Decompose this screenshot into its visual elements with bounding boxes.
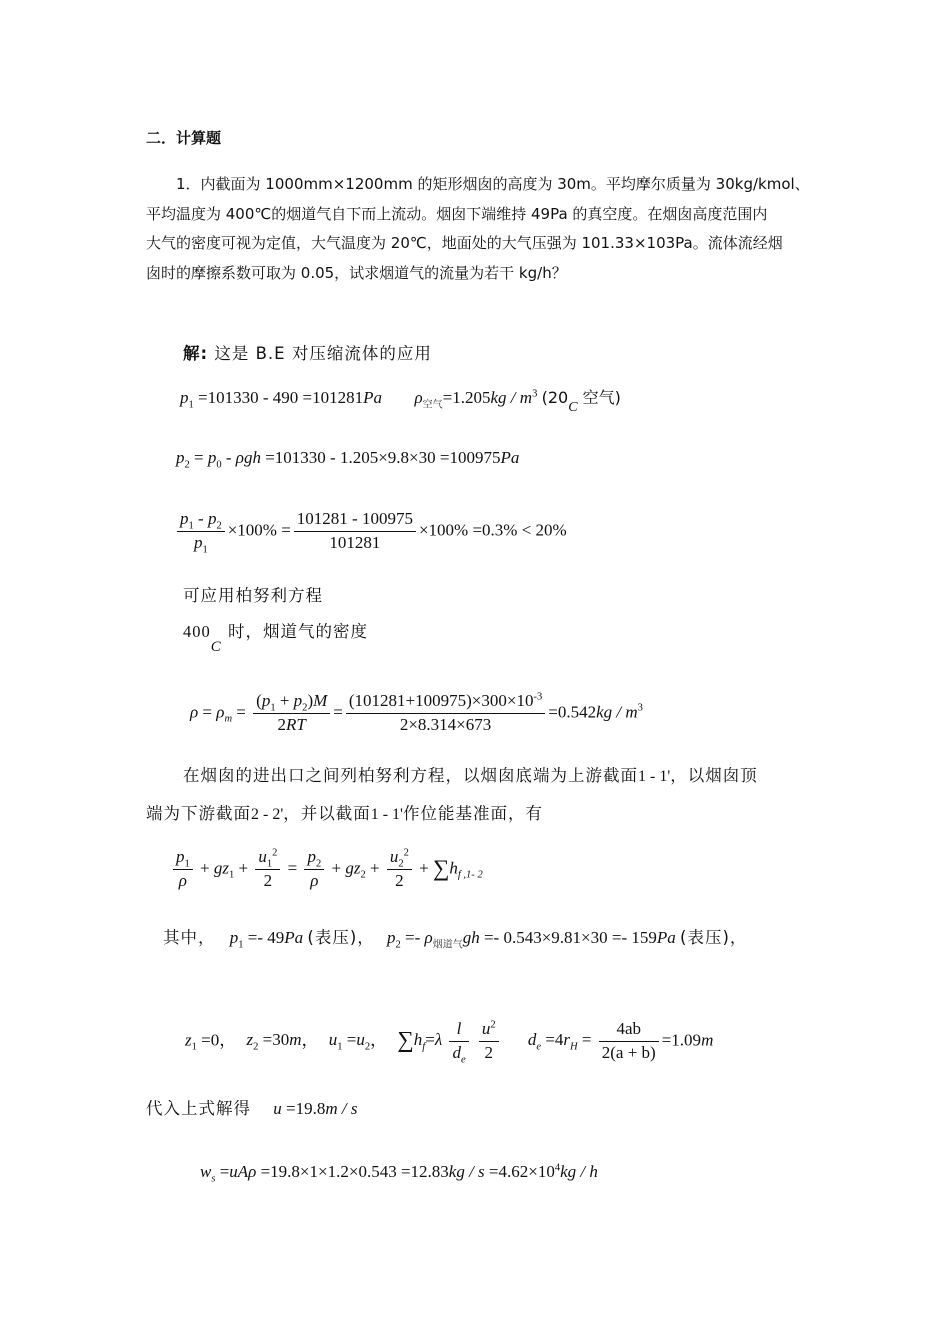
ratio-times: ×100% = <box>227 520 291 540</box>
eq1-rho-unit: kg / m <box>490 388 533 407</box>
ratio-rhs-den: 101281 <box>329 532 381 552</box>
problem-line-3: 大气的密度可视为定值，大气温度为 20℃，地面处的大气压强为 101.33×103Pa。流体流经烟 <box>146 234 783 252</box>
eq2-unit: Pa <box>500 448 520 467</box>
equation-ratio <box>174 508 567 555</box>
flue-gas-density-line: $400_C$ 时，烟道气的密度 <box>183 622 369 656</box>
ratio-lhs-fraction: $\frac{p_1 - p_2}{p_1}$ <box>177 508 225 555</box>
bernoulli-setup-line-2: 端为下游截面2 - 2'，并以截面1 - 1'作位能基准面，有 <box>146 804 543 823</box>
where-line: 其中， $p_1 =- 49Pa$ (表压)， $p_2 =- \rho_{烟道气}gh =- 0.543\times 9.81\times 30 =- 159Pa$ (表压)， <box>163 928 748 951</box>
section-heading: 二．计算题 <box>146 129 222 147</box>
eq1-unit: Pa <box>363 388 382 407</box>
problem-line-4: 囱时的摩擦系数可取为 0.05，试求烟道气的流量为若干 kg/h？ <box>146 263 567 282</box>
ratio-rhs-num: 101281 - 100975 <box>294 508 416 532</box>
where-label: 其中， <box>163 928 216 947</box>
eq1-rho-value: =1.205 <box>442 388 491 407</box>
bernoulli-setup-line-1: 在烟囱的进出口之间列柏努利方程，以烟囱底端为上游截面1 - 1'，以烟囱顶 <box>183 766 758 785</box>
density-fraction-2: $\frac{(101281+100975)\times 300\times 10^{-3}}{2\times 8.314\times 673}$ <box>346 690 545 737</box>
equation-p2: $p_2 = p_0 - \rho gh =101330 - 1.205\times 9.8\times 30 =100975Pa$ <box>176 448 520 471</box>
density-fraction-1: $\frac{(p_1 + p_2)M}{2RT}$ <box>253 690 330 737</box>
equation-p1: $p_1 =101330 - 490 =101281Pa$ $\rho_{空气}=1.205kg / m^3$ ($20_C$ 空气) <box>180 388 621 416</box>
eq1-note: ($20_C$ 空气) <box>541 388 621 416</box>
eq1-p1-value: =101330 - 490 =101281 <box>198 388 364 407</box>
equation-bernoulli: $\frac{p_1}{\rho}$ + $gz_1$ + $\frac{u_1^2}{2}$ = $\frac{p_2}{\rho}$ + $gz_2$ + $\frac{u_2^2}{2}$ + $\sum h_{f ,1- 2}$ <box>170 846 483 893</box>
ratio-rhs-fraction <box>294 508 416 555</box>
ratio-result: ×100% =0.3% < 20% <box>418 520 567 540</box>
problem-line-1: 1．内截面为 1000mm×1200mm 的矩形烟囱的高度为 30m。平均摩尔质量为 30kg/kmol、 <box>176 175 810 193</box>
velocity-result: 代入上式解得 u =19.8m / s <box>146 1099 358 1118</box>
eq1-rho-sub: 空气 <box>422 399 443 411</box>
problem-line-2: 平均温度为 400℃的烟道气自下而上流动。烟囱下端维持 49Pa 的真空度。在烟囱高度范围内 <box>146 204 768 223</box>
apply-bernoulli: 可应用柏努利方程 <box>183 586 323 605</box>
solution-intro <box>183 340 432 364</box>
equation-conditions: $z_1 =0$， $z_2 =30m$， $u_1 =u_2$， $\sum h_f=\lambda$ $\frac{l}{d_e}$ $\frac{u^2}{2}$ $d_e =4r_H$ = $\frac{4ab}{2(a + b)}$ =1.09m <box>185 1019 714 1066</box>
solution-label: 解: <box>183 344 209 363</box>
solution-intro-text: 这是 B.E 对压缩流体的应用 <box>214 344 432 363</box>
problem-statement <box>146 170 816 288</box>
equation-density: $\rho = \rho_m$ = $\frac{(p_1 + p_2)M}{2RT}$ = $\frac{(101281+100975)\times 300\times 10^{-3}}{2\times 8.314\times 673}$ $=0.542kg / m^3$ <box>190 690 643 737</box>
eq2-value: =101330 - 1.205×9.8×30 =100975 <box>265 448 501 467</box>
mass-flow-result: $w_s =uA\rho =19.8\times 1\times 1.2\times 0.543 =12.83kg / s =4.62\times 10^4kg / h$ <box>200 1162 598 1185</box>
density-result: =0.542 <box>548 702 597 722</box>
